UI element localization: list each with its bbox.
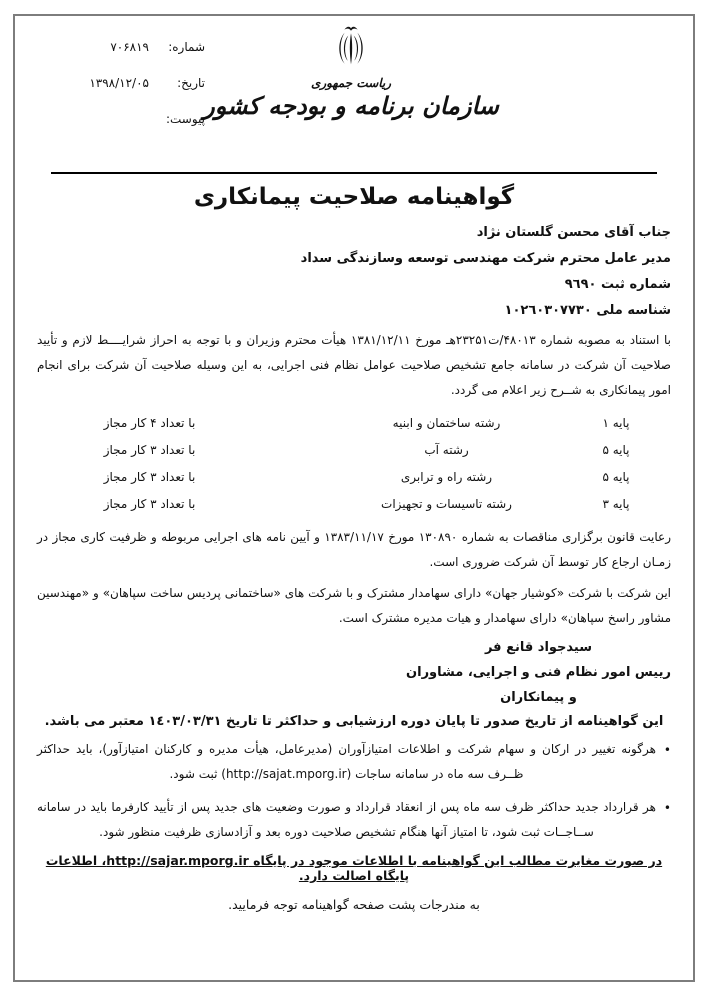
bullet-icon: •: [663, 743, 671, 757]
national-id: شناسه ملی ۱۰۲٦۰۳۰۷۷۳۰: [504, 303, 671, 318]
qualification-row: [37, 491, 671, 518]
header-divider: [51, 172, 657, 174]
registration-number: شماره ثبت ۹٦۹۰: [564, 277, 671, 292]
signatory-name: سیدجواد قانع فر: [484, 640, 593, 655]
capacity-cell: با تعداد ۳ کار مجاز: [103, 443, 196, 457]
certificate-page: [13, 14, 695, 982]
grade-cell: پایه ۳: [602, 497, 630, 511]
iran-national-emblem-icon: [333, 24, 369, 74]
qualification-row: [37, 410, 671, 437]
letter-date-row: [55, 76, 205, 90]
grade-cell: پایه ۵: [602, 443, 630, 457]
presidency-caption: ریاست جمهوری: [310, 76, 392, 90]
letter-attachment-row: [55, 112, 205, 126]
capacity-cell: با تعداد ۳ کار مجاز: [103, 497, 196, 511]
capacity-cell: با تعداد ۳ کار مجاز: [103, 470, 196, 484]
shared-shareholders-paragraph: این شرکت با شرکت «کوشیار جهان» دارای سهامدار مشترک و با شرکت های «ساختمانی پردیس ساخت سپاهان» و «مهندسین مشاور راسخ سپاهان» دارای سهامدار و هیات مدیره مشترک است.: [37, 586, 671, 625]
validity-statement: این گواهینامه از تاریخ صدور تا پایان دوره ارزشیابی و حداکثر تا تاریخ ۱٤۰۳/۰۳/۳۱ معتبر می باشد.: [44, 714, 664, 729]
notes-list: [37, 737, 671, 845]
document-title: گواهینامه صلاحیت پیمانکاری: [193, 184, 515, 210]
letter-date-value: ۱۳۹۸/۱۲/۰۵: [89, 76, 149, 90]
signatory-role: رییس امور نظام فنی و اجرایی، مشاوران و پیمانکاران: [406, 665, 671, 705]
note-text: هر قرارداد جدید حداکثر ظرف سه ماه پس از انعقاد قرارداد و صورت وضعیت های جدید پس از تأیید کارفرما باید در سامانه ســاجــات ثبت شود، تا امتیاز آنها هنگام تشخیص صلاحیت دوره بعد و آزادسازی ظرفیت منظور شود.: [37, 800, 656, 839]
qualification-table: [37, 410, 671, 518]
back-page-note: به مندرجات پشت صفحه گواهینامه توجه فرمایید.: [228, 897, 480, 912]
letter-meta: [55, 40, 205, 148]
addressee-role-company: مدیر عامل محترم شرکت مهندسی توسعه وسازندگی سداد: [300, 251, 671, 266]
grade-cell: پایه ۵: [602, 470, 630, 484]
discrepancy-note: در صورت مغایرت مطالب این گواهینامه با اطلاعات موجود در پایگاه http://sajar.mporg.ir، اطلاعات پایگاه اصالت دارد.: [45, 853, 663, 883]
list-item: [37, 795, 671, 845]
letter-number-row: [55, 40, 205, 54]
grade-cell: پایه ۱: [602, 416, 630, 430]
letter-date-label: تاریخ:: [177, 76, 205, 90]
field-cell: رشته آب: [424, 443, 469, 457]
qualification-row: [37, 437, 671, 464]
addressee-block: [37, 220, 671, 324]
intro-paragraph: با استناد به مصوبه شماره ۴۸۰۱۳/ت۲۳۲۵۱هـ مورخ ۱۳۸۱/۱۲/۱۱ هیأت محترم وزیران و با توجه به احراز شرایــــط لازم و تأیید صلاحیت آن شرکت در سامانه جامع تشخیص صلاحیت عوامل نظام فنی اجرایی، به این وسیله صلاحیت آن شرکت برای انجام امور پیمانکاری به شــرح زیر اعلام می گردد.: [37, 333, 671, 397]
addressee-name: جناب آقای محسن گلستان نژاد: [476, 225, 671, 240]
field-cell: رشته ساختمان و ابنیه: [392, 416, 501, 430]
organization-name: سازمان برنامه و بودجه کشور: [203, 92, 499, 120]
letter-number-label: شماره:: [168, 40, 205, 54]
note-text: هرگونه تغییر در ارکان و سهام شرکت و اطلاعات امتیازآوران (مدیرعامل، هیأت مدیره و کارکنان امتیازآور)، باید حداکثر ظــرف سه ماه در سامانه ساجات (http://sajat.mporg.ir) ثبت شود.: [37, 742, 656, 781]
tender-law-paragraph: رعایت قانون برگزاری مناقصات به شماره ۱۳۰۸۹۰ مورخ ۱۳۸۳/۱۱/۱۷ و آیین نامه های اجرایی مربوطه و ظرفیت کاری مجاز در زمـان ارجاع کار توسط آن شرکت ضروری است.: [37, 530, 671, 569]
field-cell: رشته راه و ترابری: [400, 470, 493, 484]
list-item: [37, 737, 671, 787]
letter-number-value: ۷۰۶۸۱۹: [110, 40, 149, 54]
capacity-cell: با تعداد ۴ کار مجاز: [103, 416, 196, 430]
letter-attachment-label: پیوست:: [165, 112, 205, 126]
bullet-icon: •: [663, 801, 671, 815]
field-cell: رشته تاسیسات و تجهیزات: [381, 497, 512, 511]
signature-block: [406, 635, 671, 710]
letterhead: [37, 22, 671, 170]
issuing-organization-block: [201, 24, 501, 120]
qualification-row: [37, 464, 671, 491]
